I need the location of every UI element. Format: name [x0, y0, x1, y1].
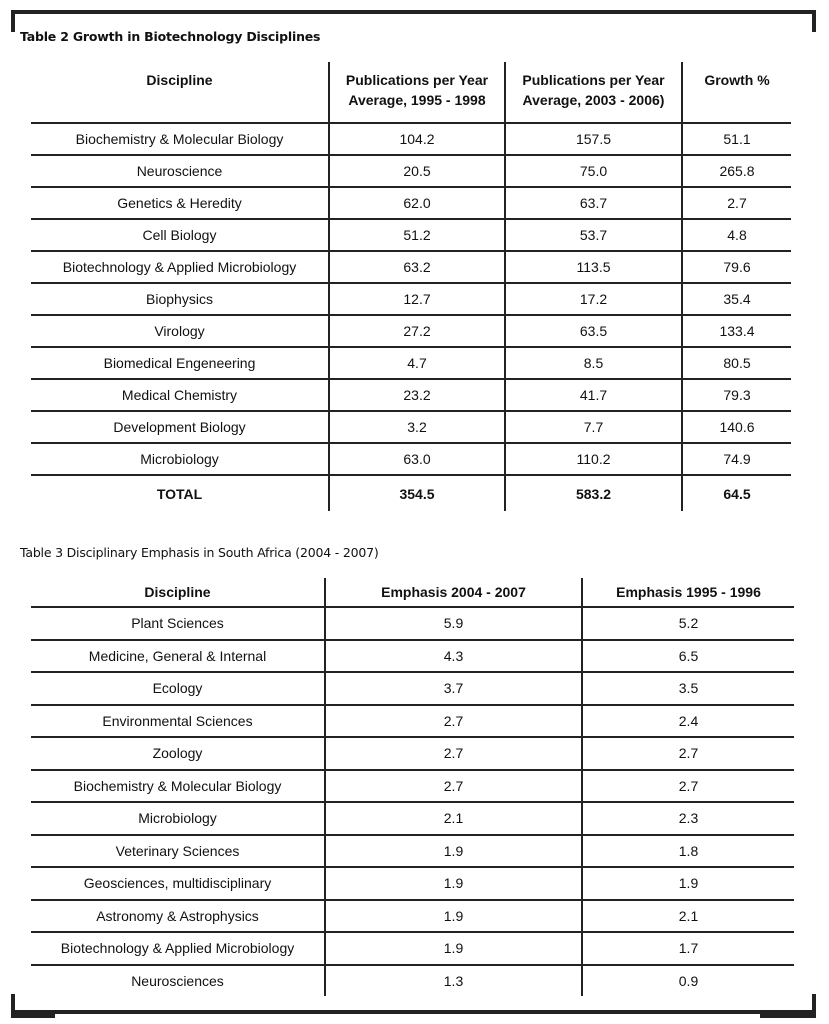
table3-cell-discipline: Veterinary Sciences: [31, 835, 325, 868]
table2-cell-value: 80.5: [682, 347, 791, 379]
table2-row: [31, 283, 791, 315]
table3-cell-value: 2.3: [582, 802, 794, 835]
table3-row: [31, 932, 794, 965]
table3-caption: Table 3 Disciplinary Emphasis in South Africa (2004 - 2007): [20, 545, 379, 560]
table2-cell-value: 62.0: [329, 187, 505, 219]
table3-cell-value: 2.7: [582, 770, 794, 803]
table2-cell-discipline: Cell Biology: [31, 219, 329, 251]
table2-cell-value: 63.0: [329, 443, 505, 475]
table3-cell-value: 1.3: [325, 965, 582, 997]
table2-header-discipline: Discipline: [31, 62, 329, 123]
table3-row: [31, 737, 794, 770]
table2-cell-value: 35.4: [682, 283, 791, 315]
table2-cell-discipline: Biomedical Engeneering: [31, 347, 329, 379]
table3-row: [31, 770, 794, 803]
table2-cell-value: 64.5: [682, 475, 791, 511]
table2-cell-value: 63.5: [505, 315, 682, 347]
table3-row: [31, 965, 794, 997]
table2-cell-value: 4.7: [329, 347, 505, 379]
table2-cell-value: 113.5: [505, 251, 682, 283]
table3-cell-discipline: Neurosciences: [131, 972, 224, 989]
table2-cell-value: 583.2: [505, 475, 682, 511]
table3-cell-value: 2.4: [582, 705, 794, 738]
frame-corner-bottom-right: [760, 994, 816, 1018]
table3-cell-value: 1.9: [325, 835, 582, 868]
table2-header-pubs-2003-2006: Publications per Year Average, 2003 - 2006): [505, 62, 682, 123]
table3-cell-discipline: Astronomy & Astrophysics: [31, 900, 325, 933]
table3-cell-discipline: Environmental Sciences: [31, 705, 325, 738]
table3-cell-value: 5.9: [325, 607, 582, 640]
table3-cell-value: 2.1: [582, 900, 794, 933]
table2-cell-value: 17.2: [505, 283, 682, 315]
table3-cell-discipline: Geosciences, multidisciplinary: [31, 867, 325, 900]
table3-cell-value: 1.8: [582, 835, 794, 868]
table3-cell-value: 1.7: [582, 932, 794, 965]
table3-cell-discipline: Plant Sciences: [31, 607, 325, 640]
table3-cell-discipline: Ecology: [31, 672, 325, 705]
table2-cell-discipline: Biotechnology & Applied Microbiology: [31, 251, 329, 283]
table2-cell-value: 23.2: [329, 379, 505, 411]
table3-row: [31, 640, 794, 673]
table3-cell-value: 2.7: [325, 737, 582, 770]
table2-cell-discipline: Biophysics: [31, 283, 329, 315]
table2-cell-discipline: TOTAL: [156, 485, 203, 502]
table2-cell-value: 4.8: [682, 219, 791, 251]
table2-cell-value: 265.8: [682, 155, 791, 187]
table3-header-emphasis-2004-2007: Emphasis 2004 - 2007: [325, 578, 582, 607]
table3-cell-value: 2.7: [582, 737, 794, 770]
table3-cell-discipline: Microbiology: [31, 802, 325, 835]
table2-row: [31, 219, 791, 251]
table3-header-row: [31, 578, 794, 607]
table3-cell-discipline: Biochemistry & Molecular Biology: [31, 770, 325, 803]
page-frame-top: [11, 10, 816, 14]
table2-cell-value: 51.1: [682, 123, 791, 155]
table2-header-pubs-1995-1998: Publications per Year Average, 1995 - 1998: [329, 62, 505, 123]
table2-cell-value: 79.6: [682, 251, 791, 283]
table2-cell-value: 27.2: [329, 315, 505, 347]
table2-cell-value: 133.4: [682, 315, 791, 347]
page-frame-bottom: [11, 1010, 816, 1014]
table2-cell-value: 53.7: [505, 219, 682, 251]
table2-caption: Table 2 Growth in Biotechnology Disciplines: [20, 29, 321, 44]
table3-cell-value: 0.9: [582, 965, 794, 997]
table2-header-row: [31, 62, 791, 123]
table2-cell-value: 104.2: [329, 123, 505, 155]
table3-cell-value: 5.2: [582, 607, 794, 640]
table2-cell-discipline: Biochemistry & Molecular Biology: [31, 123, 329, 155]
table3-cell-value: 2.1: [325, 802, 582, 835]
table2-row: [31, 155, 791, 187]
table2-cell-value: 75.0: [505, 155, 682, 187]
table3-row: [31, 802, 794, 835]
table2-row: [31, 411, 791, 443]
table2-cell-discipline: Virology: [31, 315, 329, 347]
table2-cell-value: 157.5: [505, 123, 682, 155]
table3: [31, 578, 794, 996]
table3-cell-value: 2.7: [325, 705, 582, 738]
table3-cell-value: 4.3: [325, 640, 582, 673]
table2-cell-value: 63.7: [505, 187, 682, 219]
table3-row: [31, 607, 794, 640]
table2-header-growth: Growth %: [682, 62, 791, 123]
table3-cell-discipline: Zoology: [31, 737, 325, 770]
table3-cell-discipline: Medicine, General & Internal: [31, 640, 325, 673]
table2: [31, 62, 791, 511]
table2-cell-value: 41.7: [505, 379, 682, 411]
table3-cell-value: 2.7: [325, 770, 582, 803]
table2-cell-value: 74.9: [682, 443, 791, 475]
table3-row: [31, 900, 794, 933]
table2-cell-discipline: Medical Chemistry: [31, 379, 329, 411]
table2-cell-value: 354.5: [329, 475, 505, 511]
table3-cell-discipline: Biotechnology & Applied Microbiology: [31, 932, 325, 965]
table2-cell-value: 51.2: [329, 219, 505, 251]
table2-cell-value: 3.2: [329, 411, 505, 443]
table2-cell-value: 110.2: [505, 443, 682, 475]
table2-row: [31, 475, 791, 511]
table2-cell-value: 79.3: [682, 379, 791, 411]
table2-row: [31, 123, 791, 155]
table2-row: [31, 443, 791, 475]
table2-row: [31, 187, 791, 219]
table3-cell-value: 6.5: [582, 640, 794, 673]
table2-cell-value: 20.5: [329, 155, 505, 187]
table3-header-emphasis-1995-1996: Emphasis 1995 - 1996: [582, 578, 794, 607]
table3-row: [31, 867, 794, 900]
table3-row: [31, 835, 794, 868]
table3-cell-value: 1.9: [325, 900, 582, 933]
table3-cell-value: 1.9: [325, 867, 582, 900]
table2-cell-value: 2.7: [682, 187, 791, 219]
table3-row: [31, 672, 794, 705]
table2-cell-value: 12.7: [329, 283, 505, 315]
table2-row: [31, 379, 791, 411]
table2-cell-value: 140.6: [682, 411, 791, 443]
table2-row: [31, 315, 791, 347]
frame-corner-top-right: [760, 10, 816, 32]
table2-cell-discipline: Microbiology: [31, 443, 329, 475]
table2-cell-discipline: Development Biology: [31, 411, 329, 443]
table2-cell-value: 8.5: [505, 347, 682, 379]
table3-cell-value: 1.9: [582, 867, 794, 900]
table3-cell-value: 3.7: [325, 672, 582, 705]
table2-row: [31, 251, 791, 283]
table2-cell-value: 7.7: [505, 411, 682, 443]
table2-cell-value: 63.2: [329, 251, 505, 283]
table3-cell-value: 3.5: [582, 672, 794, 705]
table3-cell-value: 1.9: [325, 932, 582, 965]
table2-cell-discipline: Neuroscience: [31, 155, 329, 187]
table3-header-discipline: Discipline: [31, 578, 325, 607]
table2-row: [31, 347, 791, 379]
frame-corner-bottom-left: [11, 994, 55, 1018]
table2-cell-discipline: Genetics & Heredity: [31, 187, 329, 219]
table3-row: [31, 705, 794, 738]
